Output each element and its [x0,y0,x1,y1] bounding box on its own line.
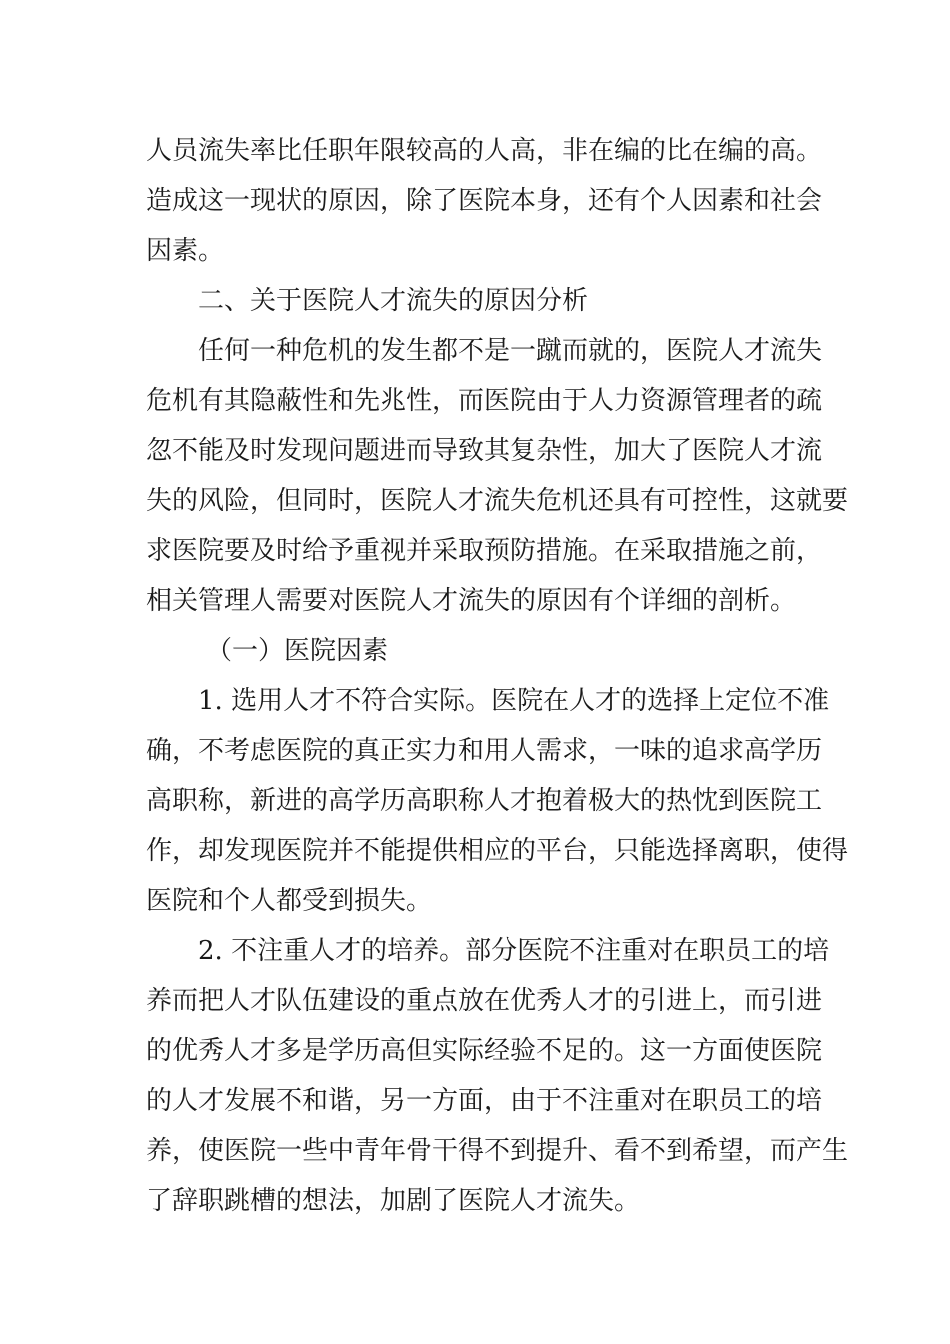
text-line: 失的风险，但同时，医院人才流失危机还具有可控性，这就要 [146,486,849,516]
text-line: 确，不考虑医院的真正实力和用人需求，一味的追求高学历 [146,736,823,766]
text-line: 1. 选用人才不符合实际。医院在人才的选择上定位不准 [198,686,830,716]
text-line: 相关管理人需要对医院人才流失的原因有个详细的剖析。 [146,586,797,616]
text-line: 造成这一现状的原因，除了医院本身，还有个人因素和社会 [146,186,823,216]
text-line: 人员流失率比任职年限较高的人高，非在编的比在编的高。 [146,136,823,166]
text-line: 任何一种危机的发生都不是一蹴而就的，医院人才流失 [198,336,823,366]
text-line: 养，使医院一些中青年骨干得不到提升、看不到希望，而产生 [146,1136,849,1166]
text-line: 求医院要及时给予重视并采取预防措施。在采取措施之前， [146,536,823,566]
text-line: 了辞职跳槽的想法，加剧了医院人才流失。 [146,1186,641,1216]
text-line: 因素。 [146,236,225,266]
body-text [146,126,849,1226]
text-line: 的人才发展不和谐，另一方面，由于不注重对在职员工的培 [146,1086,823,1116]
text-line: 危机有其隐蔽性和先兆性，而医院由于人力资源管理者的疏 [146,386,823,416]
text-line: 养而把人才队伍建设的重点放在优秀人才的引进上，而引进 [146,986,823,1016]
section-heading: 二、关于医院人才流失的原因分析 [198,286,589,316]
subsection-heading: （一）医院因素 [206,636,389,666]
text-line: 医院和个人都受到损失。 [146,886,433,916]
text-line: 高职称，新进的高学历高职称人才抱着极大的热忱到医院工 [146,786,823,816]
text-line: 忽不能及时发现问题进而导致其复杂性，加大了医院人才流 [146,436,823,466]
text-line: 作，却发现医院并不能提供相应的平台，只能选择离职，使得 [146,836,849,866]
text-line: 2. 不注重人才的培养。部分医院不注重对在职员工的培 [198,936,830,966]
text-line: 的优秀人才多是学历高但实际经验不足的。这一方面使医院 [146,1036,823,1066]
